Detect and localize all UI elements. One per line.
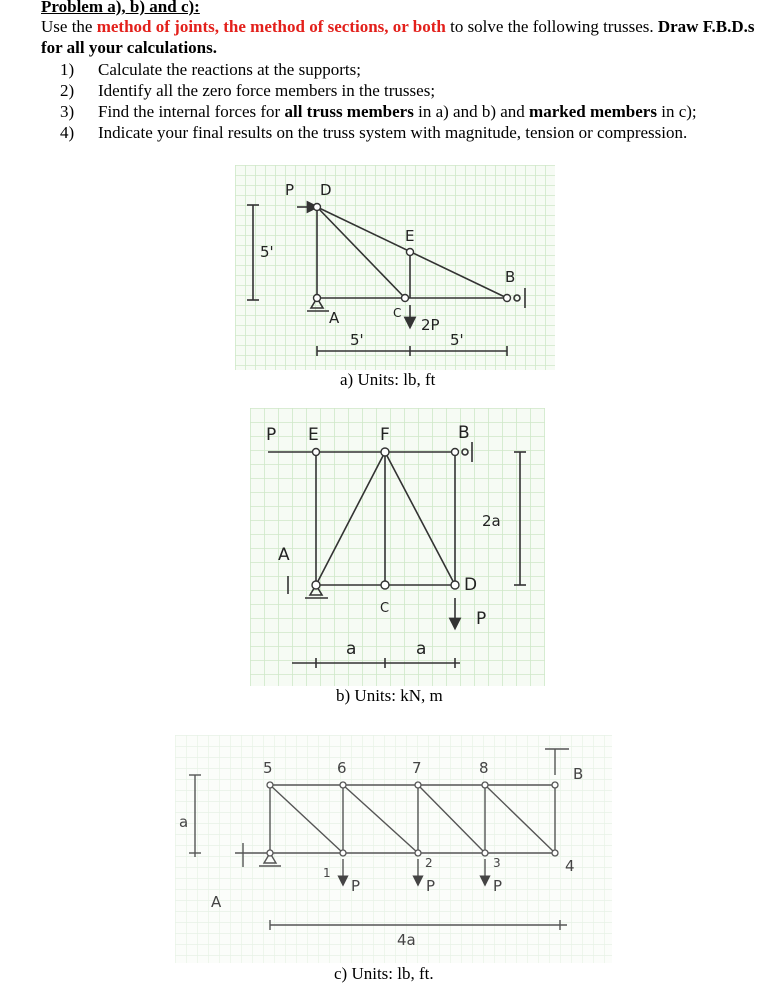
joint-2 xyxy=(415,850,421,856)
label-node-1: 1 xyxy=(323,866,331,880)
task-text-part: in a) and b) and xyxy=(413,102,530,121)
label-dim-height: 5' xyxy=(260,243,274,261)
joint-c xyxy=(402,295,409,302)
task-text: Calculate the reactions at the supports; xyxy=(98,60,361,79)
joint-6 xyxy=(340,782,346,788)
truss-figure-c xyxy=(175,735,612,963)
label-b: B xyxy=(458,423,470,443)
label-p: P xyxy=(285,181,295,199)
task-number: 4) xyxy=(60,123,75,142)
task-item xyxy=(60,80,760,101)
label-dim-a: a xyxy=(179,813,189,831)
intro-bold: Draw F.B.D.s for all your calculations xyxy=(41,17,755,57)
label-node-8: 8 xyxy=(479,759,489,777)
truss-figure-a xyxy=(235,165,555,370)
label-2p: 2P xyxy=(421,316,440,334)
joint-5 xyxy=(267,782,273,788)
intro-highlight: method of joints, the method of sections, or both xyxy=(96,17,446,36)
task-text-bold: marked members xyxy=(529,102,657,121)
caption-a: a) Units: lb, ft xyxy=(340,370,436,389)
task-item xyxy=(60,122,760,143)
label-a: A xyxy=(211,893,222,911)
joint-d xyxy=(451,581,459,589)
joint-e xyxy=(407,249,414,256)
task-number: 2) xyxy=(60,81,75,100)
label-load-p: P xyxy=(426,877,436,895)
joint-b xyxy=(552,782,558,788)
joint-d xyxy=(314,204,321,211)
task-text: Identify all the zero force members in the trusses; xyxy=(98,81,436,100)
label-dim-left: 5' xyxy=(350,331,364,349)
caption-b: b) Units: kN, m xyxy=(336,686,443,705)
label-load-p: P xyxy=(493,877,503,895)
task-item xyxy=(60,59,760,80)
joint-a xyxy=(312,581,320,589)
label-a: A xyxy=(278,545,290,565)
joint-3 xyxy=(482,850,488,856)
label-node-6: 6 xyxy=(337,759,347,777)
label-a: A xyxy=(329,309,340,327)
problem-heading: Problem a), b) and c): xyxy=(41,0,200,16)
truss-figure-b xyxy=(250,408,545,686)
label-p-top: P xyxy=(266,425,277,445)
label-c: C xyxy=(380,601,390,616)
intro-text-2: to solve the following trusses. xyxy=(445,17,658,36)
task-item xyxy=(60,101,760,122)
joint-e xyxy=(313,449,320,456)
joint-a xyxy=(314,295,321,302)
joint-7 xyxy=(415,782,421,788)
label-load-p: P xyxy=(351,877,361,895)
label-dim-4a: 4a xyxy=(397,931,416,949)
label-node-2: 2 xyxy=(425,856,433,870)
task-list xyxy=(60,59,760,143)
label-b: B xyxy=(505,268,516,286)
caption-c: c) Units: lb, ft. xyxy=(334,964,434,983)
joint-c xyxy=(381,581,389,589)
joint-f xyxy=(381,448,389,456)
label-p-bottom: P xyxy=(476,609,487,629)
label-dim-right: a xyxy=(416,639,427,659)
joint-b xyxy=(504,295,511,302)
task-number: 1) xyxy=(60,60,75,79)
task-text-part: in c); xyxy=(656,102,697,121)
intro-text-3: . xyxy=(212,38,217,57)
label-node-4: 4 xyxy=(565,857,575,875)
label-c: C xyxy=(393,306,402,320)
task-text: Indicate your final results on the truss system with magnitude, tension or compression. xyxy=(98,123,688,142)
joint-8 xyxy=(482,782,488,788)
joint-b xyxy=(452,449,459,456)
label-dim-left: a xyxy=(346,639,357,659)
label-d: D xyxy=(464,575,478,595)
problem-intro xyxy=(41,16,756,58)
task-text-bold: all truss members xyxy=(284,102,414,121)
joint-4 xyxy=(552,850,558,856)
joint-1 xyxy=(340,850,346,856)
intro-text-1: Use the xyxy=(41,17,97,36)
task-text xyxy=(98,101,697,122)
task-number: 3) xyxy=(60,102,75,121)
joint-a xyxy=(267,850,273,856)
label-node-7: 7 xyxy=(412,759,422,777)
label-e: E xyxy=(405,227,415,245)
label-b: B xyxy=(573,765,584,783)
label-e: E xyxy=(308,425,319,445)
task-text-part: Find the internal forces for xyxy=(98,102,285,121)
label-dim-height: 2a xyxy=(482,512,501,530)
label-f: F xyxy=(380,425,390,445)
label-d: D xyxy=(320,181,332,199)
label-node-3: 3 xyxy=(493,856,501,870)
label-dim-right: 5' xyxy=(450,331,464,349)
label-node-5: 5 xyxy=(263,759,273,777)
